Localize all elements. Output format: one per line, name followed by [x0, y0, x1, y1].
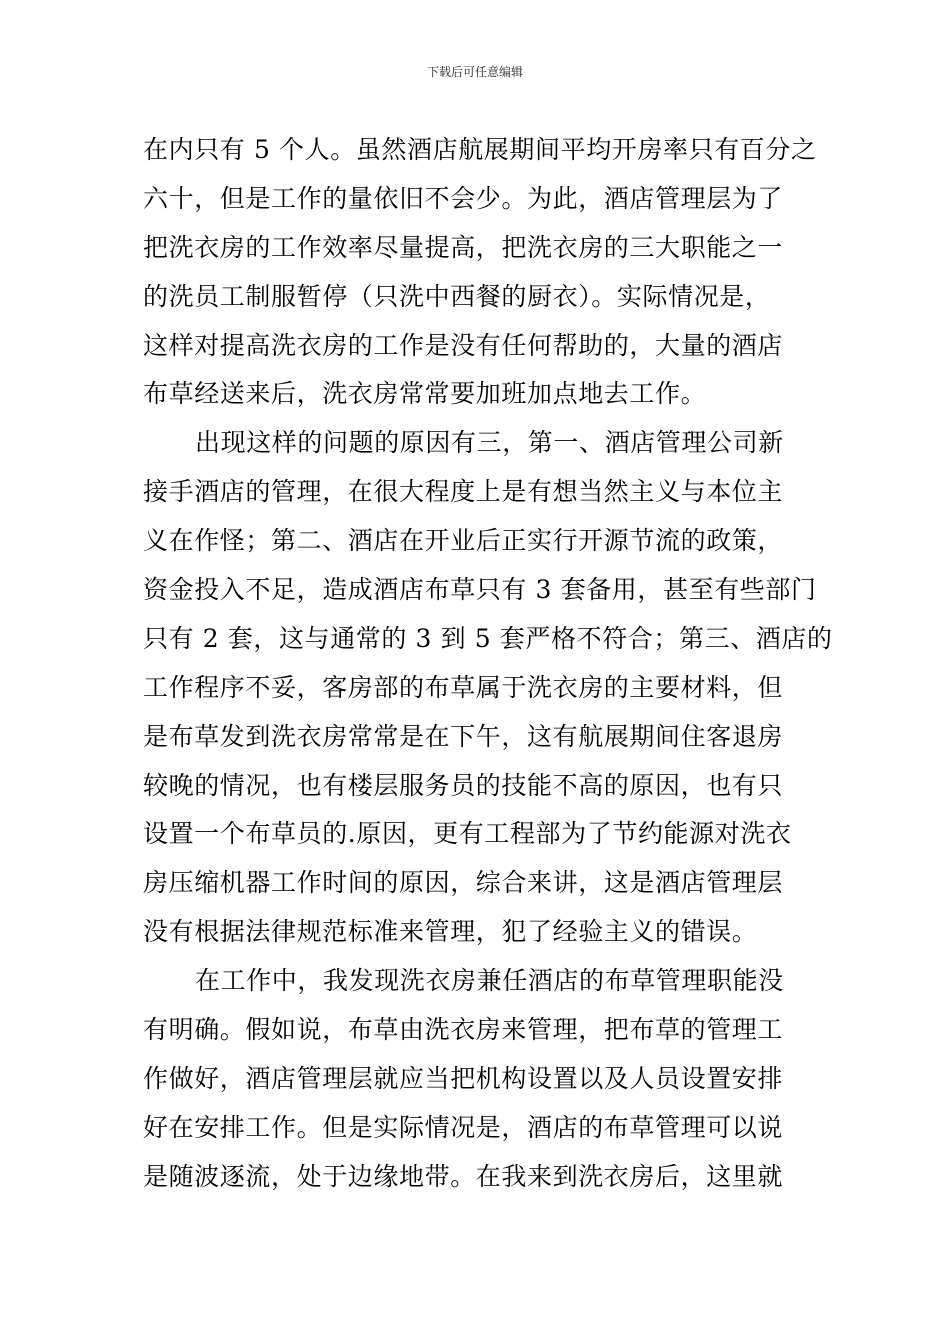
- text-line: 是随波逐流，处于边缘地带。在我来到洗衣房后，这里就: [143, 1161, 784, 1191]
- text-line: 这样对提高洗衣房的工作是没有任何帮助的，大量的酒店: [143, 330, 784, 360]
- page-header: 下载后可任意编辑: [426, 65, 523, 79]
- text-line: 较晚的情况，也有楼层服务员的技能不高的原因，也有只: [143, 770, 784, 800]
- text-line: 六十，但是工作的量依旧不会少。为此，酒店管理层为了: [143, 183, 784, 213]
- text-line: 把洗衣房的工作效率尽量提高，把洗衣房的三大职能之一: [143, 232, 784, 262]
- text-line: 没有根据法律规范标准来管理，犯了经验主义的错误。: [143, 917, 758, 947]
- paragraph: [143, 126, 817, 419]
- text-line: 作做好，酒店管理层就应当把机构设置以及人员设置安排: [143, 1063, 784, 1093]
- text-line: 房压缩机器工作时间的原因，综合来讲，这是酒店管理层: [143, 868, 784, 898]
- text-line: 是布草发到洗衣房常常是在下午，这有航展期间住客退房: [143, 721, 784, 751]
- paragraph: [143, 957, 807, 1201]
- text-line: 在内只有 5 个人。虽然酒店航展期间平均开房率只有百分之: [143, 135, 817, 164]
- text-line: 资金投入不足，造成酒店布草只有 3 套备用，甚至有些部门: [143, 575, 817, 605]
- text-line: 接手酒店的管理，在很大程度上是有想当然主义与本位主: [143, 477, 784, 507]
- text-line: 的洗员工制服暂停（只洗中西餐的厨衣）。实际情况是，: [143, 281, 771, 311]
- text-line: 设置一个布草员的.原因，更有工程部为了节约能源对洗衣: [143, 819, 792, 849]
- paragraph: [143, 419, 833, 957]
- document-body: [143, 126, 833, 1202]
- text-line: 好在安排工作。但是实际情况是，酒店的布草管理可以说: [143, 1112, 784, 1142]
- text-line: 工作程序不妥，客房部的布草属于洗衣房的主要材料，但: [143, 672, 784, 702]
- text-line: 布草经送来后，洗衣房常常要加班加点地去工作。: [143, 379, 707, 409]
- text-line: 义在作怪；第二、酒店在开业后正实行开源节流的政策，: [143, 526, 784, 556]
- text-line: 出现这样的问题的原因有三，第一、酒店管理公司新: [195, 428, 784, 458]
- text-line: 在工作中，我发现洗衣房兼任酒店的布草管理职能没: [195, 966, 784, 996]
- text-line: 只有 2 套，这与通常的 3 到 5 套严格不符合；第三、酒店的: [143, 623, 833, 653]
- text-line: 有明确。假如说，布草由洗衣房来管理，把布草的管理工: [143, 1015, 784, 1045]
